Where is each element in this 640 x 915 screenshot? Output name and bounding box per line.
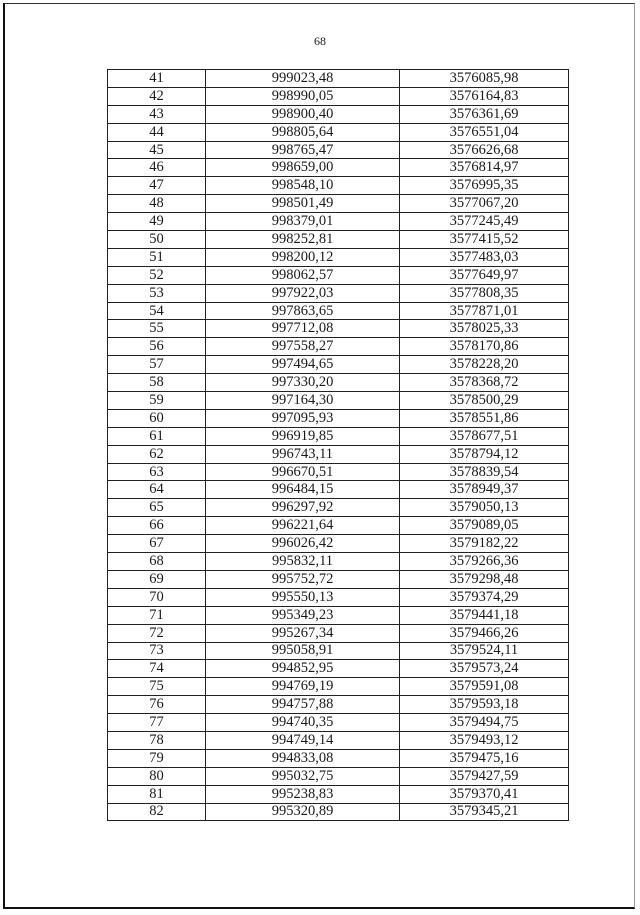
- y-coordinate-cell: 3577871,01: [400, 302, 569, 320]
- y-coordinate-cell: 3578794,12: [400, 445, 569, 463]
- table-row: [108, 159, 569, 177]
- table-row: [108, 177, 569, 195]
- point-number-cell: 64: [108, 481, 206, 499]
- table-row: [108, 195, 569, 213]
- point-number-cell: 72: [108, 624, 206, 642]
- y-coordinate-cell: 3577808,35: [400, 284, 569, 302]
- x-coordinate-cell: 996919,85: [206, 427, 400, 445]
- x-coordinate-cell: 994740,35: [206, 714, 400, 732]
- y-coordinate-cell: 3579466,26: [400, 624, 569, 642]
- table-row: [108, 731, 569, 749]
- x-coordinate-cell: 995032,75: [206, 767, 400, 785]
- point-number-cell: 77: [108, 714, 206, 732]
- x-coordinate-cell: 998765,47: [206, 141, 400, 159]
- y-coordinate-cell: 3577483,03: [400, 248, 569, 266]
- y-coordinate-cell: 3576995,35: [400, 177, 569, 195]
- y-coordinate-cell: 3579475,16: [400, 749, 569, 767]
- y-coordinate-cell: 3579591,08: [400, 678, 569, 696]
- table-row: [108, 642, 569, 660]
- y-coordinate-cell: 3579524,11: [400, 642, 569, 660]
- coordinates-table: [107, 69, 569, 821]
- table-row: [108, 606, 569, 624]
- point-number-cell: 41: [108, 70, 206, 88]
- table-row: [108, 570, 569, 588]
- x-coordinate-cell: 996484,15: [206, 481, 400, 499]
- y-coordinate-cell: 3578170,86: [400, 338, 569, 356]
- x-coordinate-cell: 994749,14: [206, 731, 400, 749]
- x-coordinate-cell: 994769,19: [206, 678, 400, 696]
- x-coordinate-cell: 997095,93: [206, 409, 400, 427]
- point-number-cell: 50: [108, 231, 206, 249]
- table-row: [108, 553, 569, 571]
- coordinates-table-body: [108, 70, 569, 821]
- y-coordinate-cell: 3576626,68: [400, 141, 569, 159]
- x-coordinate-cell: 995832,11: [206, 553, 400, 571]
- point-number-cell: 69: [108, 570, 206, 588]
- x-coordinate-cell: 998062,57: [206, 266, 400, 284]
- y-coordinate-cell: 3577415,52: [400, 231, 569, 249]
- y-coordinate-cell: 3579493,12: [400, 731, 569, 749]
- x-coordinate-cell: 994833,08: [206, 749, 400, 767]
- y-coordinate-cell: 3579182,22: [400, 535, 569, 553]
- table-row: [108, 624, 569, 642]
- table-row: [108, 302, 569, 320]
- table-row: [108, 803, 569, 821]
- point-number-cell: 60: [108, 409, 206, 427]
- table-row: [108, 87, 569, 105]
- y-coordinate-cell: 3578839,54: [400, 463, 569, 481]
- table-row: [108, 392, 569, 410]
- x-coordinate-cell: 998200,12: [206, 248, 400, 266]
- point-number-cell: 76: [108, 696, 206, 714]
- y-coordinate-cell: 3577649,97: [400, 266, 569, 284]
- table-row: [108, 70, 569, 88]
- y-coordinate-cell: 3578228,20: [400, 356, 569, 374]
- y-coordinate-cell: 3579593,18: [400, 696, 569, 714]
- x-coordinate-cell: 997558,27: [206, 338, 400, 356]
- point-number-cell: 75: [108, 678, 206, 696]
- y-coordinate-cell: 3578368,72: [400, 374, 569, 392]
- x-coordinate-cell: 996297,92: [206, 499, 400, 517]
- y-coordinate-cell: 3579573,24: [400, 660, 569, 678]
- x-coordinate-cell: 997494,65: [206, 356, 400, 374]
- y-coordinate-cell: 3578677,51: [400, 427, 569, 445]
- point-number-cell: 54: [108, 302, 206, 320]
- table-row: [108, 696, 569, 714]
- x-coordinate-cell: 995550,13: [206, 588, 400, 606]
- table-row: [108, 141, 569, 159]
- table-row: [108, 266, 569, 284]
- table-row: [108, 320, 569, 338]
- point-number-cell: 62: [108, 445, 206, 463]
- x-coordinate-cell: 996026,42: [206, 535, 400, 553]
- x-coordinate-cell: 995058,91: [206, 642, 400, 660]
- table-row: [108, 481, 569, 499]
- point-number-cell: 80: [108, 767, 206, 785]
- point-number-cell: 79: [108, 749, 206, 767]
- point-number-cell: 47: [108, 177, 206, 195]
- point-number-cell: 44: [108, 123, 206, 141]
- y-coordinate-cell: 3579298,48: [400, 570, 569, 588]
- x-coordinate-cell: 997863,65: [206, 302, 400, 320]
- table-row: [108, 588, 569, 606]
- x-coordinate-cell: 997712,08: [206, 320, 400, 338]
- y-coordinate-cell: 3579494,75: [400, 714, 569, 732]
- point-number-cell: 65: [108, 499, 206, 517]
- x-coordinate-cell: 994852,95: [206, 660, 400, 678]
- point-number-cell: 82: [108, 803, 206, 821]
- x-coordinate-cell: 995238,83: [206, 785, 400, 803]
- x-coordinate-cell: 997164,30: [206, 392, 400, 410]
- x-coordinate-cell: 998501,49: [206, 195, 400, 213]
- point-number-cell: 74: [108, 660, 206, 678]
- y-coordinate-cell: 3579374,29: [400, 588, 569, 606]
- table-row: [108, 445, 569, 463]
- x-coordinate-cell: 995752,72: [206, 570, 400, 588]
- table-row: [108, 785, 569, 803]
- y-coordinate-cell: 3578025,33: [400, 320, 569, 338]
- point-number-cell: 58: [108, 374, 206, 392]
- x-coordinate-cell: 998990,05: [206, 87, 400, 105]
- point-number-cell: 43: [108, 105, 206, 123]
- table-row: [108, 409, 569, 427]
- y-coordinate-cell: 3578949,37: [400, 481, 569, 499]
- x-coordinate-cell: 998252,81: [206, 231, 400, 249]
- point-number-cell: 57: [108, 356, 206, 374]
- table-row: [108, 356, 569, 374]
- x-coordinate-cell: 998548,10: [206, 177, 400, 195]
- y-coordinate-cell: 3579089,05: [400, 517, 569, 535]
- point-number-cell: 45: [108, 141, 206, 159]
- x-coordinate-cell: 998379,01: [206, 213, 400, 231]
- y-coordinate-cell: 3577067,20: [400, 195, 569, 213]
- table-row: [108, 338, 569, 356]
- x-coordinate-cell: 996670,51: [206, 463, 400, 481]
- y-coordinate-cell: 3578500,29: [400, 392, 569, 410]
- table-row: [108, 499, 569, 517]
- table-row: [108, 678, 569, 696]
- y-coordinate-cell: 3579427,59: [400, 767, 569, 785]
- table-row: [108, 463, 569, 481]
- point-number-cell: 61: [108, 427, 206, 445]
- table-row: [108, 660, 569, 678]
- point-number-cell: 55: [108, 320, 206, 338]
- x-coordinate-cell: 997330,20: [206, 374, 400, 392]
- point-number-cell: 71: [108, 606, 206, 624]
- point-number-cell: 56: [108, 338, 206, 356]
- point-number-cell: 53: [108, 284, 206, 302]
- y-coordinate-cell: 3576814,97: [400, 159, 569, 177]
- point-number-cell: 81: [108, 785, 206, 803]
- x-coordinate-cell: 996221,64: [206, 517, 400, 535]
- y-coordinate-cell: 3579050,13: [400, 499, 569, 517]
- table-row: [108, 248, 569, 266]
- point-number-cell: 73: [108, 642, 206, 660]
- x-coordinate-cell: 996743,11: [206, 445, 400, 463]
- y-coordinate-cell: 3579345,21: [400, 803, 569, 821]
- point-number-cell: 78: [108, 731, 206, 749]
- y-coordinate-cell: 3576361,69: [400, 105, 569, 123]
- x-coordinate-cell: 995349,23: [206, 606, 400, 624]
- y-coordinate-cell: 3577245,49: [400, 213, 569, 231]
- point-number-cell: 67: [108, 535, 206, 553]
- x-coordinate-cell: 994757,88: [206, 696, 400, 714]
- point-number-cell: 70: [108, 588, 206, 606]
- x-coordinate-cell: 998900,40: [206, 105, 400, 123]
- x-coordinate-cell: 995320,89: [206, 803, 400, 821]
- point-number-cell: 52: [108, 266, 206, 284]
- y-coordinate-cell: 3576164,83: [400, 87, 569, 105]
- table-row: [108, 213, 569, 231]
- y-coordinate-cell: 3576551,04: [400, 123, 569, 141]
- y-coordinate-cell: 3579441,18: [400, 606, 569, 624]
- table-row: [108, 714, 569, 732]
- table-row: [108, 767, 569, 785]
- table-row: [108, 231, 569, 249]
- point-number-cell: 42: [108, 87, 206, 105]
- y-coordinate-cell: 3578551,86: [400, 409, 569, 427]
- x-coordinate-cell: 998659,00: [206, 159, 400, 177]
- point-number-cell: 46: [108, 159, 206, 177]
- table-row: [108, 535, 569, 553]
- y-coordinate-cell: 3579266,36: [400, 553, 569, 571]
- point-number-cell: 66: [108, 517, 206, 535]
- x-coordinate-cell: 999023,48: [206, 70, 400, 88]
- x-coordinate-cell: 995267,34: [206, 624, 400, 642]
- point-number-cell: 48: [108, 195, 206, 213]
- x-coordinate-cell: 997922,03: [206, 284, 400, 302]
- page-number: 68: [314, 34, 326, 48]
- x-coordinate-cell: 998805,64: [206, 123, 400, 141]
- y-coordinate-cell: 3576085,98: [400, 70, 569, 88]
- point-number-cell: 49: [108, 213, 206, 231]
- table-row: [108, 427, 569, 445]
- point-number-cell: 59: [108, 392, 206, 410]
- y-coordinate-cell: 3579370,41: [400, 785, 569, 803]
- table-row: [108, 284, 569, 302]
- point-number-cell: 63: [108, 463, 206, 481]
- table-row: [108, 517, 569, 535]
- table-row: [108, 374, 569, 392]
- point-number-cell: 51: [108, 248, 206, 266]
- table-row: [108, 123, 569, 141]
- table-row: [108, 105, 569, 123]
- table-row: [108, 749, 569, 767]
- point-number-cell: 68: [108, 553, 206, 571]
